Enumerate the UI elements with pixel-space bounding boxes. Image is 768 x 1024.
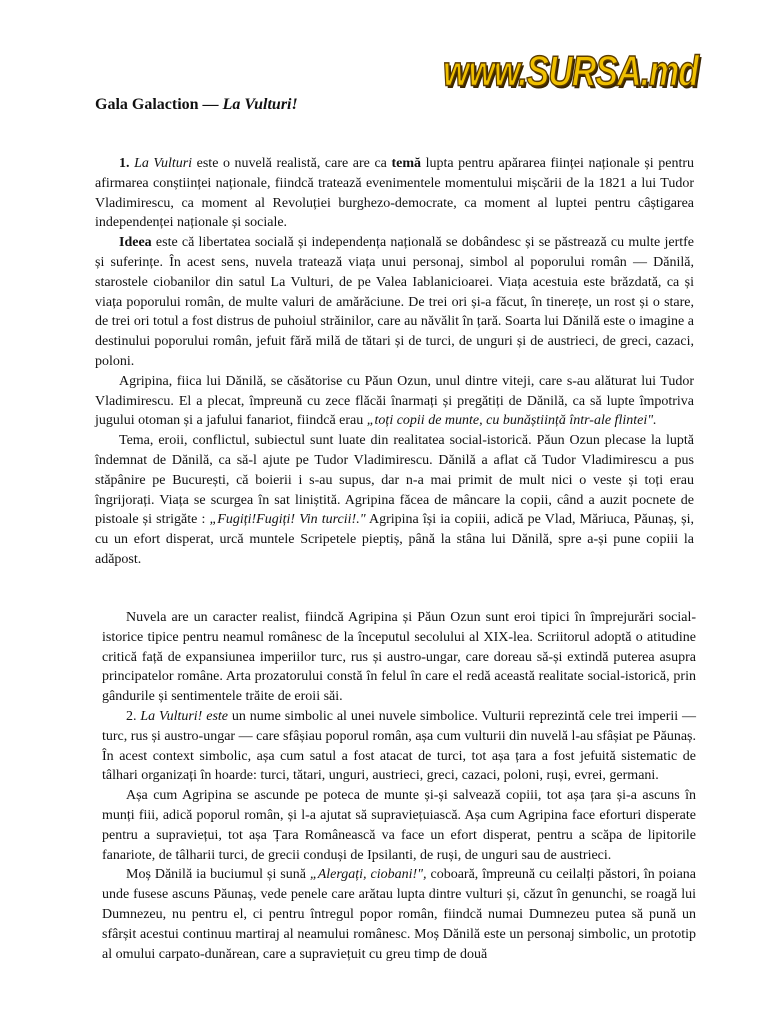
paragraph-7 [102, 786, 696, 865]
text-run: este că libertatea socială și independența națională se dobândesc și se păstrează cu multe jertfe și suferințe. În acest sens, nuvela tratează viața unui personaj, simbol al poporului român — Dănilă, starostele ciobanilor din satul La Vulturi, de pe Valea Iablanicioarei. Viața acestuia este brăzdată, ca și viața poporului român, de multe valuri de amărăciune. De trei ori și-a făcut, în tinerețe, un rost și o stare, de trei ori totul a fost distrus de puhoiul străinilor, care au năvălit în țară. Soarta lui Dănilă este o imagine a destinului poporului român, jefuit fără milă de tătari și de turci, de unguri și de austrieci, de greci, cazaci, poloni. [95, 235, 694, 369]
section-number: 1. [119, 156, 130, 171]
quote: „Alergați, ciobani!", [309, 867, 427, 883]
document-title [95, 96, 298, 114]
text-run: Nuvela are un caracter realist, fiindcă Agripina și Păun Ozun sunt eroi tipici în împrejurări social-istorice tipice pentru neamul românesc de la începutul secolului al XIX-lea. Scriitorul adoptă o atitudine critică față de expansiunea imperiilor turc, rus și austro-ungar, care doreau să-și extindă puterea asupra principatelor române. Arta prozatorului constă în felul în care el redă această realitate social-istorică, prin gândurile și sentimentele trăite de eroii săi. [102, 610, 696, 705]
paragraph-2 [95, 233, 694, 372]
document-body-continued [102, 608, 696, 964]
title-author: Gala Galaction — [95, 96, 223, 113]
text-run: Așa cum Agripina se ascunde pe poteca de munte și-și salvează copiii, tot așa țara și-a ascuns în munți fiii, adică poporul român, și l-a ajutat să supraviețuiască. Așa cum Agripina face eforturi disperate pentru a supraviețui, tot așa Țara Românească va face un efort disperat, pentru a scăpa de lipitorile fanariote, de tâlharii turci, de grecii conduși de Ipsilanti, de ruși, de unguri sau de austrieci. [102, 788, 696, 863]
quote: „Fugiți!Fugiți! Vin turcii!." [209, 512, 366, 528]
keyword-ideea: Ideea [119, 235, 152, 251]
text-run: lupta pentru apărarea ființei naționale și pentru afirmarea conștiinței naționale, fiindcă tratează evenimentele momentului mișcării de la 1821 a lui Tudor Vladimirescu, ca moment al Revoluției burghezo-democrate, ca moment al luptei pentru câștigarea independenței naționale și sociale. [95, 156, 695, 231]
quote: „toți copii de munte, cu bunăștiință într-ale flintei". [366, 413, 657, 429]
paragraph-4 [95, 431, 694, 570]
paragraph-5 [102, 608, 696, 707]
text-run: un nume simbolic al unei nuvele simbolice. Vulturii reprezintă cele trei imperii — turc, rus și austro-ungar — care sfâșiau poporul român, așa cum vulturii din nuvelă l-au sfâșiat pe Păunaș. În acest context simbolic, așa cum satul a fost atacat de turci, tot așa țara a fost jefuită sistematic de tâlhari organizați în hoarde: turci, tătari, unguri, austrieci, greci, cazaci, poloni, ruși, evrei, germani. [102, 708, 697, 784]
text-run: Agripina, fiica lui Dănilă, se căsătorise cu Păun Ozun, unul dintre viteji, care s-au alăturat lui Tudor Vladimirescu. El a plecat, împreună cu zece flăcăi înarmați și pregătiți de Dănilă, ca să lupte împotriva jugului otoman și a jafului fanariot, fiindcă erau [95, 373, 694, 429]
work-title-inline: La Vulturi! este [140, 708, 228, 724]
paragraph-1 [95, 154, 694, 233]
text-run: Tema, eroii, conflictul, subiectul sunt luate din realitatea social-istorică. Păun Ozun plecase la luptă îndemnat de Dănilă, ca să-l ajute pe Tudor Vladimirescu. Dănilă a aflat că Tudor Vladimirescu a pus stăpânire pe București, că boierii i s-au supus, dar n-a mai primit de mult nici o veste și toți erau îngrijorați. Viața se scurgea în sat liniștită. Agripina făcea de mâncare la copii, când a auzit pocnete de pistoale și strigăte : [95, 433, 694, 528]
text-run: Agripina își ia copiii, adică pe Vlad, Măriuca, Păunaș, și, cu un efort disperat, urcă muntele Scripetele pieptiș, până la stâna lui Dănilă, spre a-și pune copiii la adăpost. [95, 512, 694, 567]
paragraph-8 [102, 865, 696, 964]
text-run: coboară, împreună cu ceilalți păstori, în poiana unde fusese ascuns Păunaș, vede penele care arătau lupta dintre vulturi și, căzut în genunchi, se roagă lui Dumnezeu, nu pentru el, ci pentru întregul popor român, fiindcă numai Dumnezeu putea să pună un sfârșit acestui continuu martiraj al neamului românesc. Moș Dănilă este un personaj simbolic, un prototip al omului carpato-dunărean, care a supraviețuit cu greu timp de două [102, 867, 696, 962]
text-run: este o nuvelă realistă, care are ca [192, 156, 392, 171]
title-work: La Vulturi! [222, 96, 298, 113]
section-number: 2. [126, 708, 141, 724]
paragraph-3 [95, 372, 694, 431]
keyword-tema: temă [391, 156, 422, 171]
document-body [95, 154, 694, 570]
work-title-inline: La Vulturi [134, 156, 193, 171]
site-logo: www.SURSA.md [443, 48, 698, 96]
text-run: Moș Dănilă ia buciumul și sună [126, 867, 310, 883]
paragraph-6 [102, 707, 696, 786]
